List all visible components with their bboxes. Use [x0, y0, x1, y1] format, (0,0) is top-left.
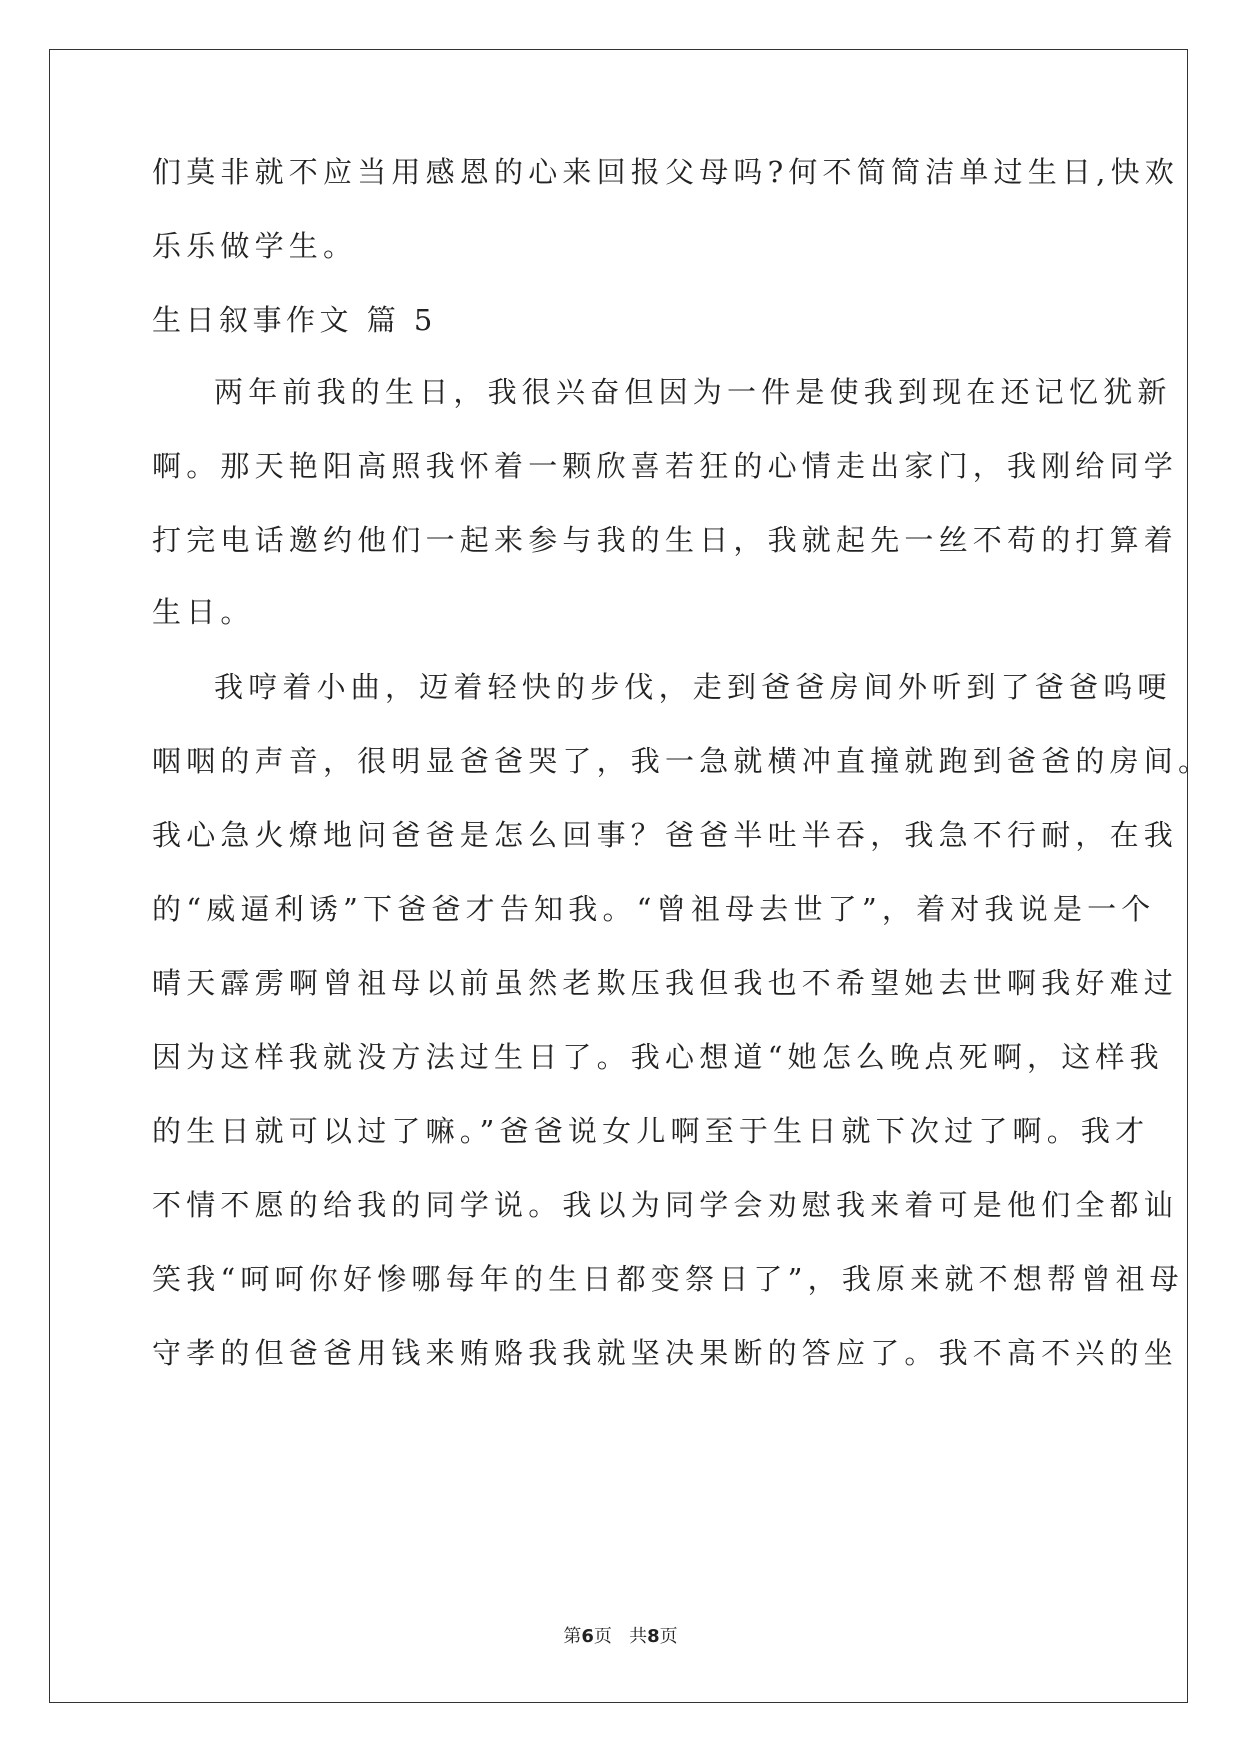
paragraph-line: 不情不愿的给我的同学说。我以为同学会劝慰我来着可是他们全都讪: [152, 1188, 1179, 1222]
section-heading: 生日叙事作文 篇 5: [152, 303, 437, 337]
paragraph-line: 咽咽的声音，很明显爸爸哭了，我一急就横冲直撞就跑到爸爸的房间。: [152, 744, 1213, 778]
footer-prefix: 第: [563, 1626, 582, 1647]
footer-suffix: 页: [659, 1626, 678, 1647]
paragraph-line: 我心急火燎地问爸爸是怎么回事？爸爸半吐半吞，我急不行耐，在我: [152, 818, 1179, 852]
paragraph-line: 打完电话邀约他们一起来参与我的生日，我就起先一丝不苟的打算着: [152, 523, 1179, 557]
total-pages-number: 8: [647, 1626, 660, 1647]
paragraph-line: 的生日就可以过了嘛。”爸爸说女儿啊至于生日就下次过了啊。我才: [152, 1114, 1150, 1148]
paragraph-line: 晴天霹雳啊曾祖母以前虽然老欺压我但我也不希望她去世啊我好难过: [152, 966, 1179, 1000]
paragraph-line: 的“威逼利诱”下爸爸才告知我。“曾祖母去世了”，着对我说是一个: [152, 892, 1156, 926]
page-footer: [0, 1622, 1241, 1648]
paragraph-line: 啊。那天艳阳高照我怀着一颗欣喜若狂的心情走出家门，我刚给同学: [152, 449, 1179, 483]
text-line: 乐乐做学生。: [152, 229, 358, 263]
paragraph-line: 守孝的但爸爸用钱来贿赂我我就坚决果断的答应了。我不高不兴的坐: [152, 1336, 1179, 1370]
paragraph-line: 两年前我的生日，我很兴奋但因为一件是使我到现在还记忆犹新: [214, 375, 1172, 409]
paragraph-line: 笑我“呵呵你好惨哪每年的生日都变祭日了”，我原来就不想帮曾祖母: [152, 1262, 1184, 1296]
current-page-number: 6: [581, 1626, 594, 1647]
paragraph-line: 因为这样我就没方法过生日了。我心想道“她怎么晚点死啊，这样我: [152, 1040, 1164, 1074]
paragraph-line: 生日。: [152, 595, 255, 629]
text-line: 们莫非就不应当用感恩的心来回报父母吗?何不简简洁单过生日,快欢: [152, 155, 1179, 189]
footer-middle: 页 共: [593, 1626, 648, 1647]
page-border: [49, 49, 1188, 1703]
paragraph-line: 我哼着小曲，迈着轻快的步伐，走到爸爸房间外听到了爸爸呜哽: [214, 670, 1172, 704]
